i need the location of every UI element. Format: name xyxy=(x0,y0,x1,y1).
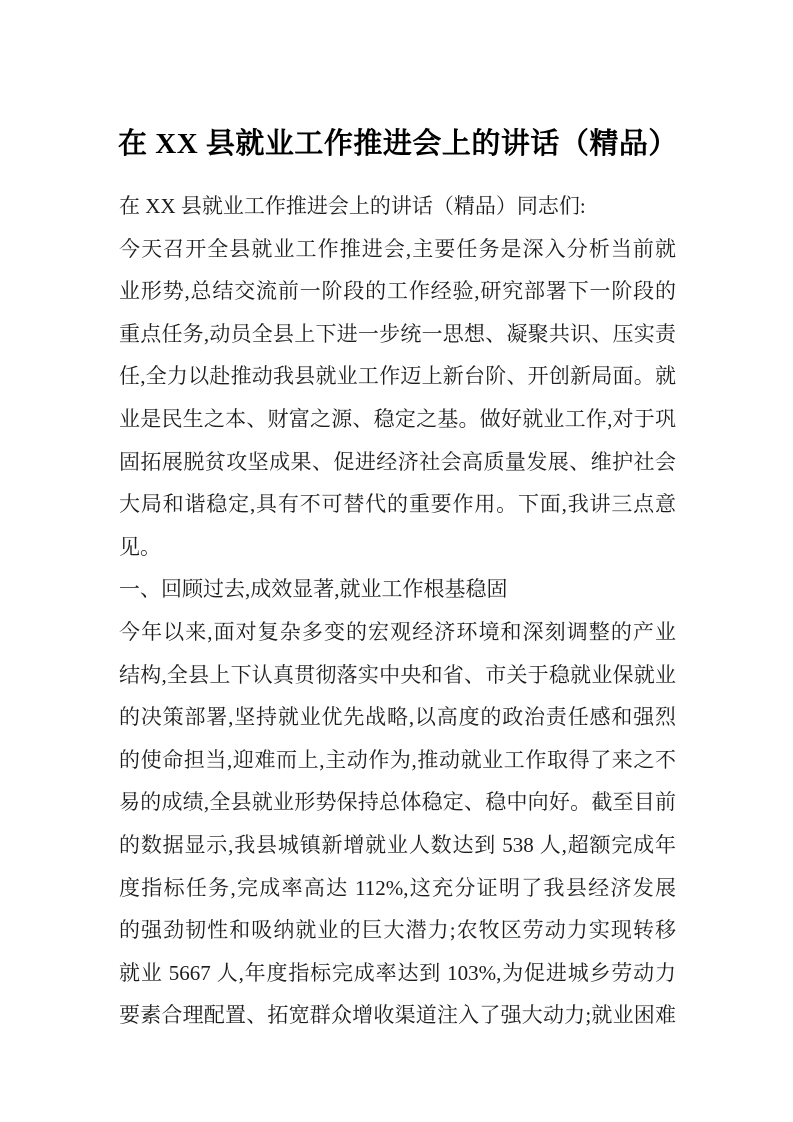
text-line: 一、回顾过去,成效显著,就业工作根基稳固 xyxy=(119,577,508,602)
text-line: 在 XX 县就业工作推进会上的讲话（精品）同志们: xyxy=(119,194,586,218)
text-line: 度指标任务,完成率高达 112%,这充分证明了我县经济发展 xyxy=(119,875,676,900)
text-line: 大局和谐稳定,具有不可替代的重要作用。下面,我讲三点意 xyxy=(119,492,676,517)
text-line: 的强劲韧性和吸纳就业的巨大潜力;农牧区劳动力实现转移 xyxy=(119,918,676,943)
paragraph xyxy=(119,185,676,228)
text-line: 业是民生之本、财富之源、稳定之基。做好就业工作,对于巩 xyxy=(119,406,676,431)
text-line: 要素合理配置、拓宽群众增收渠道注入了强大动力;就业困难 xyxy=(119,1003,676,1028)
paragraph xyxy=(119,611,676,1037)
text-line: 的数据显示,我县城镇新增就业人数达到 538 人,超额完成年 xyxy=(119,832,676,857)
text-line: 今天召开全县就业工作推进会,主要任务是深入分析当前就 xyxy=(119,236,676,261)
paragraph xyxy=(119,228,676,569)
text-line: 重点任务,动员全县上下进一步统一思想、凝聚共识、压实责 xyxy=(119,321,676,346)
text-line: 结构,全县上下认真贯彻落实中央和省、市关于稳就业保就业 xyxy=(119,662,676,687)
text-line: 易的成绩,全县就业形势保持总体稳定、稳中向好。截至目前 xyxy=(119,790,676,815)
text-line: 的决策部署,坚持就业优先战略,以高度的政治责任感和强烈 xyxy=(119,705,676,730)
text-line: 任,全力以赴推动我县就业工作迈上新台阶、开创新局面。就 xyxy=(119,364,676,389)
document-title: 在 XX 县就业工作推进会上的讲话（精品） xyxy=(118,128,678,160)
text-line: 今年以来,面对复杂多变的宏观经济环境和深刻调整的产业 xyxy=(119,619,676,644)
text-line: 见。 xyxy=(119,534,161,559)
paragraph xyxy=(119,568,676,611)
document-body xyxy=(119,185,676,1037)
text-line: 就业 5667 人,年度指标完成率达到 103%,为促进城乡劳动力 xyxy=(119,960,676,985)
text-line: 业形势,总结交流前一阶段的工作经验,研究部署下一阶段的 xyxy=(119,279,676,304)
text-line: 的使命担当,迎难而上,主动作为,推动就业工作取得了来之不 xyxy=(119,747,676,772)
text-line: 固拓展脱贫攻坚成果、促进经济社会高质量发展、维护社会 xyxy=(119,449,676,474)
